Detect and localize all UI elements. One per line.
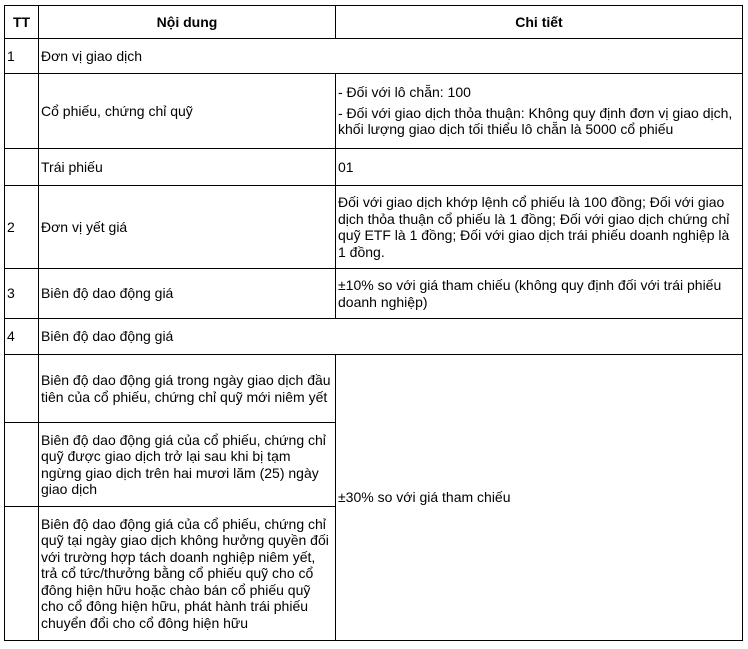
row-number-empty xyxy=(5,355,39,423)
row-content: Biên độ dao động giá xyxy=(39,319,743,355)
row-detail: Đối với giao dịch khớp lệnh cổ phiếu là 100 đồng; Đối với giao dịch thỏa thuận cổ phiếu là 1 đồng; Đối với giao dịch chứng chỉ quỹ ETF là 1 đồng; Đối với giao dịch trái phiếu doanh nghiệp là 1 đồng. xyxy=(336,186,743,269)
table-row xyxy=(5,355,743,423)
row-number: 2 xyxy=(5,186,39,269)
header-row xyxy=(5,6,743,39)
row-content: Đơn vị yết giá xyxy=(39,186,336,269)
row-number-empty xyxy=(5,149,39,186)
row-number-empty xyxy=(5,507,39,641)
table-row xyxy=(5,39,743,74)
row-content: Đơn vị giao dịch xyxy=(39,39,743,74)
row-content: Biên độ dao động giá xyxy=(39,269,336,319)
row-detail xyxy=(336,74,743,149)
table-row xyxy=(5,319,743,355)
row-content: Cổ phiếu, chứng chỉ quỹ xyxy=(39,74,336,149)
row-content: Biên độ dao động giá của cổ phiếu, chứng chỉ quỹ được giao dịch trở lại sau khi bị tạm ngừng giao dịch trên hai mươi lăm (25) ngày giao dịch xyxy=(39,423,336,507)
row-content: Biên độ dao động giá trong ngày giao dịch đầu tiên của cổ phiếu, chứng chỉ quỹ mới niêm yết xyxy=(39,355,336,423)
trading-rules-table xyxy=(4,5,743,641)
table-row xyxy=(5,186,743,269)
table-row xyxy=(5,149,743,186)
header-detail: Chi tiết xyxy=(336,6,743,39)
row-detail-merged: ±30% so với giá tham chiếu xyxy=(336,355,743,641)
row-number: 1 xyxy=(5,39,39,74)
table-row xyxy=(5,74,743,149)
detail-line: - Đối với giao dịch thỏa thuận: Không quy định đơn vị giao dịch, khối lượng giao dịch tối thiểu lô chẵn là 5000 cổ phiếu xyxy=(338,104,733,138)
row-number-empty xyxy=(5,74,39,149)
header-content: Nội dung xyxy=(39,6,336,39)
row-content: Trái phiếu xyxy=(39,149,336,186)
header-tt: TT xyxy=(5,6,39,39)
detail-line: - Đối với lô chẵn: 100 xyxy=(338,84,471,101)
row-number-empty xyxy=(5,423,39,507)
row-detail: ±10% so với giá tham chiếu (không quy định đối với trái phiếu doanh nghiệp) xyxy=(336,269,743,319)
row-detail: 01 xyxy=(336,149,743,186)
row-number: 4 xyxy=(5,319,39,355)
row-number: 3 xyxy=(5,269,39,319)
table-row xyxy=(5,269,743,319)
row-content: Biên độ dao động giá của cổ phiếu, chứng chỉ quỹ tại ngày giao dịch không hưởng quyền đối với trường hợp tách doanh nghiệp niêm yết, trả cổ tức/thưởng bằng cổ phiếu quỹ cho cổ đông hiện hữu hoặc chào bán cổ phiếu quỹ cho cổ đông hiện hữu, phát hành trái phiếu chuyển đổi cho cổ đông hiện hữu xyxy=(39,507,336,641)
